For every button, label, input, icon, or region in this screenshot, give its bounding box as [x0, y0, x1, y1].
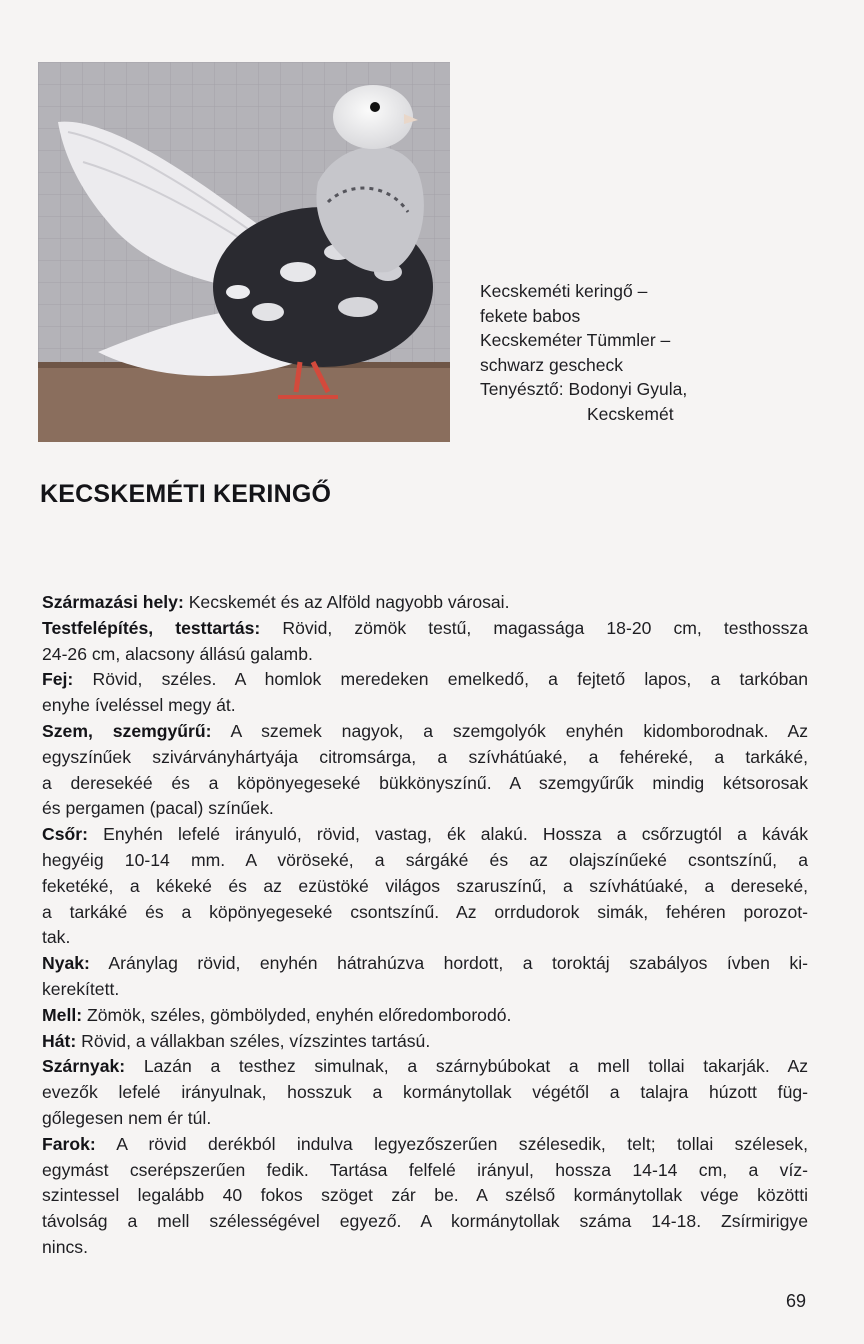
- caption-line: Kecskeméti keringő –: [480, 281, 648, 301]
- breed-description: [42, 590, 808, 1261]
- text-line: [42, 590, 808, 616]
- text-line: kerekített.: [42, 978, 120, 999]
- text-line: szintessel legalább 40 fokos szöget zár be. A szélső kormánytollak vége közötti: [42, 1185, 808, 1206]
- pigeon-illustration-icon: [38, 62, 450, 442]
- text-line: a deresekéé és a köpönyegeseké bükkönyszínű. A szemgyűrűk mindig kétsorosak: [42, 772, 808, 793]
- text-line: [42, 951, 808, 977]
- text-line: nincs.: [42, 1236, 88, 1257]
- text-line: és pergamen (pacal) színűek.: [42, 798, 274, 819]
- text-line: a tarkáké és a köpönyegeseké csontszínű. Az orrdudorok simák, fehéren porozot-: [42, 901, 808, 922]
- text-line: evezők lefelé irányulnak, hosszuk a kormánytollak végétől a talajra húzott füg-: [42, 1082, 808, 1103]
- text-line: enyhe íveléssel megy át.: [42, 695, 236, 716]
- page-number: 69: [786, 1291, 807, 1311]
- text-line: gőlegesen nem ér túl.: [42, 1107, 212, 1128]
- text-line: egymást cserépszerűen fedik. Tartása felfelé irányul, hossza 14-14 cm, a víz-: [42, 1159, 808, 1180]
- field-label: Hát:: [42, 1030, 77, 1051]
- text-line: egyszínűek szivárványhártyája citromsárga, a szívhátúaké, a fehéreké, a tarkáké,: [42, 746, 808, 767]
- field-label: Mell:: [42, 1004, 83, 1025]
- field-text: A rövid derékból indulva legyezőszerűen szélesedik, telt; tollai szélesek,: [95, 1133, 808, 1154]
- field-text: Kecskemét és az Alföld nagyobb városai.: [183, 592, 510, 612]
- field-label: Származási hely:: [42, 592, 184, 612]
- field-label: Szárnyak:: [42, 1056, 126, 1077]
- field-text: A szemek nagyok, a szemgolyók enyhén kidomborodnak. Az: [211, 720, 808, 741]
- field-label: Testfelépítés, testtartás:: [42, 617, 261, 638]
- text-line: [42, 667, 808, 693]
- field-text: Rövid, széles. A homlok meredeken emelkedő, a fejtető lapos, a tarkóban: [73, 669, 808, 690]
- field-label: Fej:: [42, 669, 74, 690]
- caption-line: Tenyésztő: Bodonyi Gyula,: [480, 379, 688, 400]
- text-line: [42, 822, 808, 848]
- text-line: [42, 1029, 808, 1055]
- page-title: KECSKEMÉTI KERINGŐ: [40, 480, 332, 508]
- caption-line: Kecskemét: [587, 403, 674, 424]
- field-label: Csőr:: [42, 824, 88, 845]
- text-line: 24-26 cm, alacsony állású galamb.: [42, 643, 313, 664]
- field-text: Zömök, széles, gömbölyded, enyhén előredomborodó.: [82, 1004, 512, 1025]
- caption-line: schwarz gescheck: [480, 354, 623, 375]
- text-line: feketéké, a kékeké és az ezüstöké világos szaruszínű, a szívhátúaké, a dereseké,: [42, 875, 808, 896]
- text-line: tak.: [42, 927, 71, 948]
- text-line: [42, 1054, 808, 1080]
- field-label: Farok:: [42, 1133, 96, 1154]
- caption-line: fekete babos: [480, 305, 581, 326]
- text-line: [42, 616, 808, 642]
- pigeon-photo: [38, 62, 450, 442]
- text-line: [42, 719, 808, 745]
- field-label: Szem, szemgyűrű:: [42, 720, 212, 741]
- field-label: Nyak:: [42, 953, 90, 974]
- field-text: Rövid, a vállakban széles, vízszintes tartású.: [76, 1030, 431, 1051]
- text-line: [42, 1003, 808, 1029]
- field-text: Aránylag rövid, enyhén hátrahúzva hordott, a toroktáj szabályos ívben ki-: [89, 953, 808, 974]
- text-line: hegyéig 10-14 mm. A vöröseké, a sárgáké és az olajszínűeké csontszínű, a: [42, 849, 808, 870]
- photo-caption: [480, 279, 740, 427]
- text-line: [42, 1132, 808, 1158]
- caption-line: Kecskeméter Tümmler –: [480, 330, 671, 351]
- field-text: Lazán a testhez simulnak, a szárnybúbokat a mell tollai takarják. Az: [125, 1056, 808, 1077]
- field-text: Enyhén lefelé irányuló, rövid, vastag, ék alakú. Hossza a csőrzugtól a kávák: [87, 824, 808, 845]
- text-line: távolság a mell szélességével egyező. A kormánytollak száma 14-18. Zsírmirigye: [42, 1211, 808, 1232]
- field-text: Rövid, zömök testű, magassága 18-20 cm, testhossza: [260, 617, 808, 638]
